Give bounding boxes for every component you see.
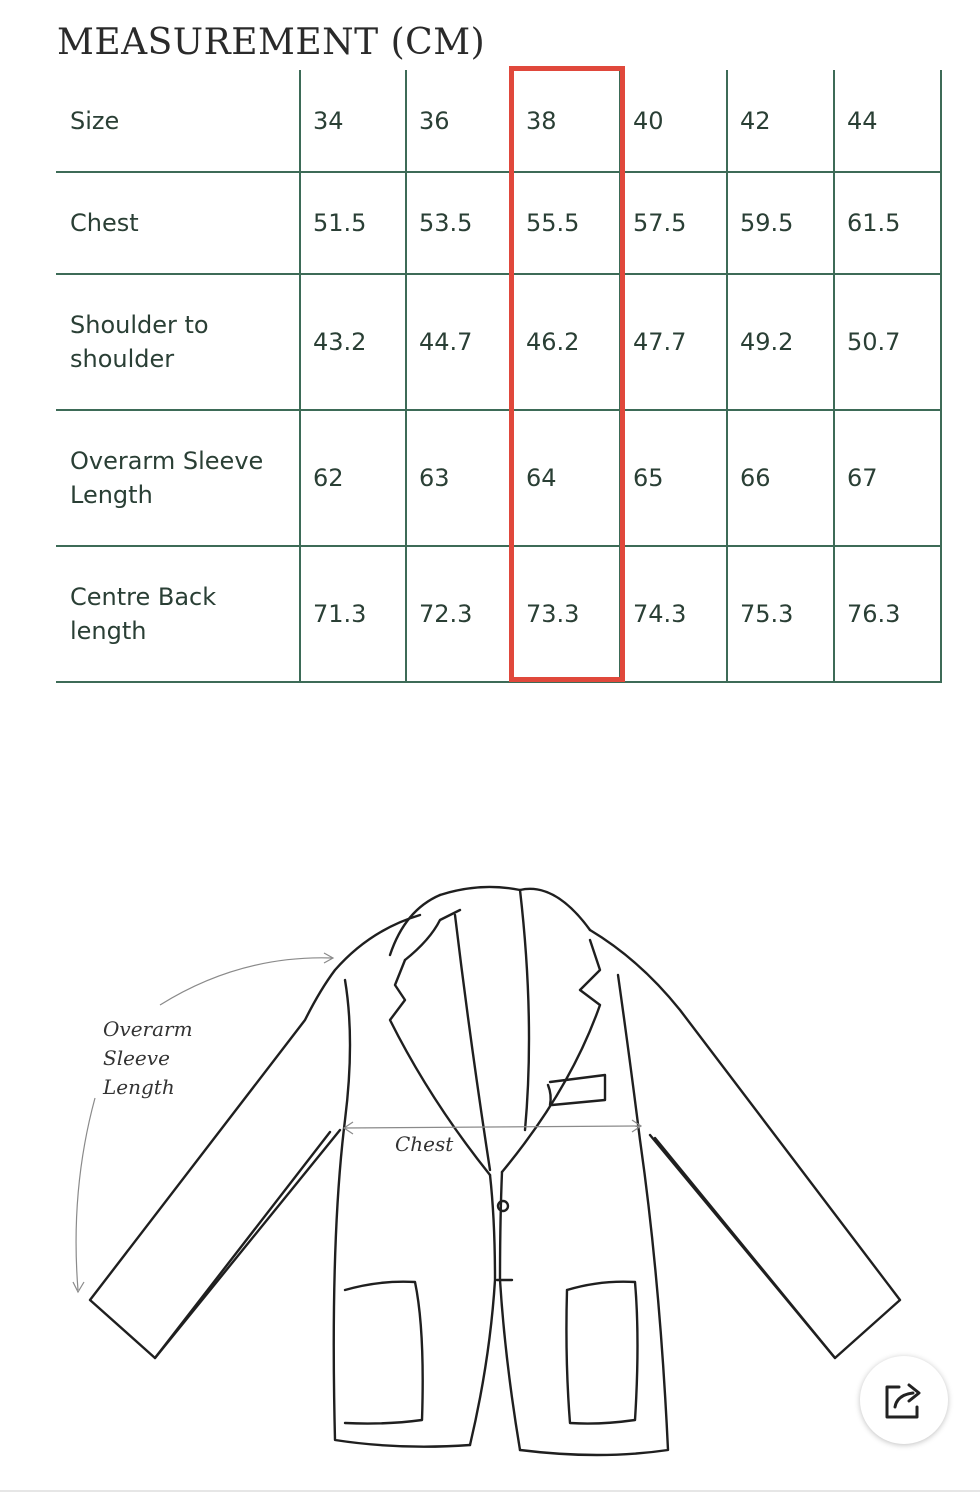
row-label: Overarm Sleeve Length xyxy=(56,410,300,546)
sleeve-label xyxy=(103,1015,193,1102)
table-cell: 64 xyxy=(513,410,620,546)
table-cell: 38 xyxy=(513,70,620,172)
row-label: Size xyxy=(56,70,300,172)
table-cell: 36 xyxy=(406,70,513,172)
table-cell: 72.3 xyxy=(406,546,513,682)
table-cell: 75.3 xyxy=(727,546,834,682)
table-cell: 76.3 xyxy=(834,546,941,682)
table-cell: 44 xyxy=(834,70,941,172)
page-title: MEASUREMENT (CM) xyxy=(57,22,486,63)
table-cell: 42 xyxy=(727,70,834,172)
share-icon xyxy=(881,1379,927,1421)
table-cell: 51.5 xyxy=(300,172,406,274)
table-cell: 74.3 xyxy=(620,546,727,682)
table-row-size xyxy=(56,70,941,172)
table-cell: 50.7 xyxy=(834,274,941,410)
table-cell: 46.2 xyxy=(513,274,620,410)
table-row-shoulder xyxy=(56,274,941,410)
table-cell: 43.2 xyxy=(300,274,406,410)
sleeve-label-line-1: Overarm xyxy=(103,1017,193,1041)
table-row-back-length xyxy=(56,546,941,682)
measurement-table xyxy=(56,70,942,683)
table-cell: 44.7 xyxy=(406,274,513,410)
share-button[interactable] xyxy=(860,1356,948,1444)
table-cell: 57.5 xyxy=(620,172,727,274)
chest-label: Chest xyxy=(395,1132,454,1156)
table-cell: 47.7 xyxy=(620,274,727,410)
table-cell: 67 xyxy=(834,410,941,546)
size-38-highlight xyxy=(509,66,625,682)
table-cell: 61.5 xyxy=(834,172,941,274)
table-cell: 40 xyxy=(620,70,727,172)
table-cell: 34 xyxy=(300,70,406,172)
divider xyxy=(0,1490,980,1492)
table-cell: 65 xyxy=(620,410,727,546)
jacket-illustration xyxy=(0,860,980,1500)
table-cell: 49.2 xyxy=(727,274,834,410)
table-cell: 66 xyxy=(727,410,834,546)
table-cell: 59.5 xyxy=(727,172,834,274)
table-cell: 62 xyxy=(300,410,406,546)
table-cell: 71.3 xyxy=(300,546,406,682)
jacket-diagram xyxy=(0,860,980,1500)
table-cell: 73.3 xyxy=(513,546,620,682)
sleeve-label-line-3: Length xyxy=(103,1075,175,1099)
table-row-chest xyxy=(56,172,941,274)
table-cell: 55.5 xyxy=(513,172,620,274)
row-label: Centre Back length xyxy=(56,546,300,682)
table-cell: 53.5 xyxy=(406,172,513,274)
table-row-sleeve xyxy=(56,410,941,546)
table-cell: 63 xyxy=(406,410,513,546)
row-label: Chest xyxy=(56,172,300,274)
sleeve-label-line-2: Sleeve xyxy=(103,1046,170,1070)
row-label: Shoulder to shoulder xyxy=(56,274,300,410)
